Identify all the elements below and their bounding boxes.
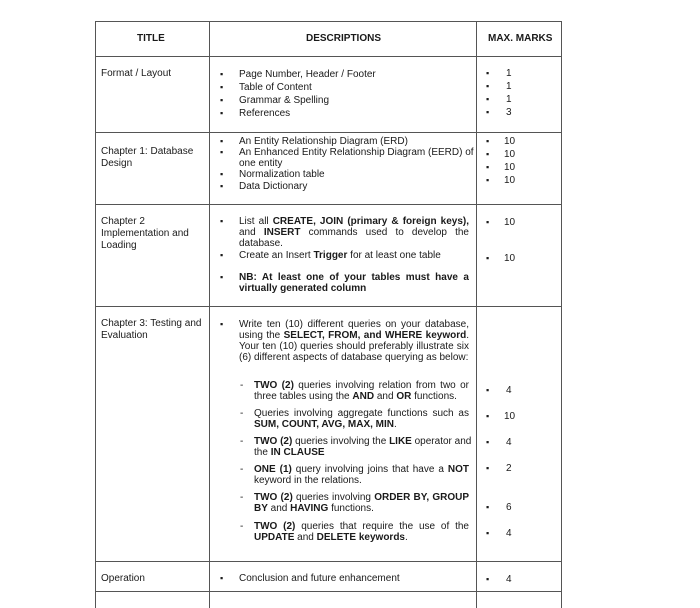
bullet: ▪: [220, 147, 224, 157]
intro-line3: Your ten (10) queries should preferably illustrate six: [239, 341, 469, 352]
bullet: ▪: [220, 573, 224, 583]
item-nb-line2: virtually generated column: [239, 283, 367, 294]
bullet: ▪: [220, 136, 224, 146]
sub-like-line1: TWO (2) queries involving the LIKE operator and: [254, 436, 472, 447]
mark-value: 10: [504, 149, 516, 160]
header-descriptions: DESCRIPTIONS: [306, 33, 382, 44]
mark-value: 4: [506, 437, 512, 448]
item-normalization: Normalization table: [239, 169, 325, 180]
item-table-of-content: Table of Content: [239, 82, 312, 93]
item-erd: An Entity Relationship Diagram (ERD): [239, 136, 408, 147]
bullet: ▪: [220, 272, 224, 282]
bullet: ▪: [220, 319, 224, 329]
mark-value: 1: [506, 81, 512, 92]
mark-bullet: ▪: [486, 81, 490, 91]
item-create-join-line3: database.: [239, 238, 283, 249]
item-references: References: [239, 108, 291, 119]
header-title: TITLE: [137, 33, 165, 44]
item-create-join-line2: and INSERT commands used to develop the: [239, 227, 469, 238]
row-title-operation: Operation: [101, 573, 145, 584]
mark-value: 4: [506, 385, 512, 396]
mark-bullet: ▪: [486, 385, 490, 395]
mark-bullet: ▪: [486, 94, 490, 104]
mark-bullet: ▪: [486, 162, 490, 172]
bullet: ▪: [220, 169, 224, 179]
item-page-number: Page Number, Header / Footer: [239, 69, 376, 80]
intro-line2: using the SELECT, FROM, and WHERE keyword.: [239, 330, 469, 341]
sub-like-line2: the IN CLAUSE: [254, 447, 325, 458]
item-trigger: Create an Insert Trigger for at least one table: [239, 250, 441, 261]
mark-bullet: ▪: [486, 463, 490, 473]
mark-bullet: ▪: [486, 502, 490, 512]
mark-value: 10: [504, 136, 516, 147]
row-title-chapter2-line3: Loading: [101, 240, 137, 251]
mark-value: 6: [506, 502, 512, 513]
item-eerd-line2: one entity: [239, 158, 283, 169]
sub-and-or-line2: three tables using the AND and OR functions.: [254, 391, 457, 402]
row-title-chapter3-line1: Chapter 3: Testing and: [101, 318, 202, 329]
item-data-dictionary: Data Dictionary: [239, 181, 308, 192]
bullet: ▪: [220, 69, 224, 79]
dash: -: [240, 436, 244, 447]
sub-update-line1: TWO (2) queries that require the use of the: [254, 521, 469, 532]
row-title-chapter2-line2: Implementation and: [101, 228, 189, 239]
dash: -: [240, 464, 244, 475]
sub-update-line2: UPDATE and DELETE keywords.: [254, 532, 408, 543]
mark-bullet: ▪: [486, 411, 490, 421]
dash: -: [240, 521, 244, 532]
mark-bullet: ▪: [486, 107, 490, 117]
item-nb-line1: NB: At least one of your tables must have a: [239, 272, 469, 283]
dash: -: [240, 380, 244, 391]
mark-bullet: ▪: [486, 437, 490, 447]
bullet: ▪: [220, 181, 224, 191]
mark-value: 3: [506, 107, 512, 118]
item-conclusion: Conclusion and future enhancement: [239, 573, 400, 584]
mark-value: 2: [506, 463, 512, 474]
row-title-chapter2-line1: Chapter 2: [101, 216, 145, 227]
mark-value: 4: [506, 528, 512, 539]
item-eerd-line1: An Enhanced Entity Relationship Diagram (EERD) of: [239, 147, 474, 158]
bullet: ▪: [220, 95, 224, 105]
item-create-join-line1: List all CREATE, JOIN (primary & foreign keys),: [239, 216, 470, 227]
dash: -: [240, 492, 244, 503]
sub-aggregate-line2: SUM, COUNT, AVG, MAX, MIN.: [254, 419, 397, 430]
sub-and-or-line1: TWO (2) queries involving relation from two or: [254, 380, 469, 391]
mark-value: 10: [504, 175, 516, 186]
row-title-chapter1-line2: Design: [101, 158, 133, 169]
mark-value: 10: [504, 253, 516, 264]
mark-bullet: ▪: [486, 149, 490, 159]
mark-value: 1: [506, 68, 512, 79]
mark-bullet: ▪: [486, 217, 490, 227]
mark-bullet: ▪: [486, 528, 490, 538]
intro-line1: Write ten (10) different queries on your database,: [239, 319, 469, 330]
sub-aggregate-line1: Queries involving aggregate functions such as: [254, 408, 469, 419]
mark-bullet: ▪: [486, 253, 490, 263]
bullet: ▪: [220, 82, 224, 92]
mark-value: 10: [504, 217, 516, 228]
bullet: ▪: [220, 216, 224, 226]
mark-value: 10: [504, 411, 516, 422]
sub-not-line2: keyword in the relations.: [254, 475, 362, 486]
item-grammar: Grammar & Spelling: [239, 95, 330, 106]
row-title-chapter3-line2: Evaluation: [101, 330, 148, 341]
mark-bullet: ▪: [486, 136, 490, 146]
mark-value: 4: [506, 574, 512, 585]
row-title-format: Format / Layout: [101, 68, 172, 79]
mark-value: 1: [506, 94, 512, 105]
header-max-marks: MAX. MARKS: [488, 33, 553, 44]
mark-bullet: ▪: [486, 175, 490, 185]
bullet: ▪: [220, 250, 224, 260]
sub-not-line1: ONE (1) query involving joins that have a NOT: [254, 464, 469, 475]
row-title-chapter1-line1: Chapter 1: Database: [101, 146, 194, 157]
mark-value: 10: [504, 162, 516, 173]
sub-orderby-line2: BY and HAVING functions.: [254, 503, 374, 514]
bullet: ▪: [220, 108, 224, 118]
intro-line4: (6) different aspects of database querying as below:: [239, 352, 469, 363]
sub-orderby-line1: TWO (2) queries involving ORDER BY, GROUP: [254, 492, 469, 503]
dash: -: [240, 408, 244, 419]
mark-bullet: ▪: [486, 574, 490, 584]
mark-bullet: ▪: [486, 68, 490, 78]
